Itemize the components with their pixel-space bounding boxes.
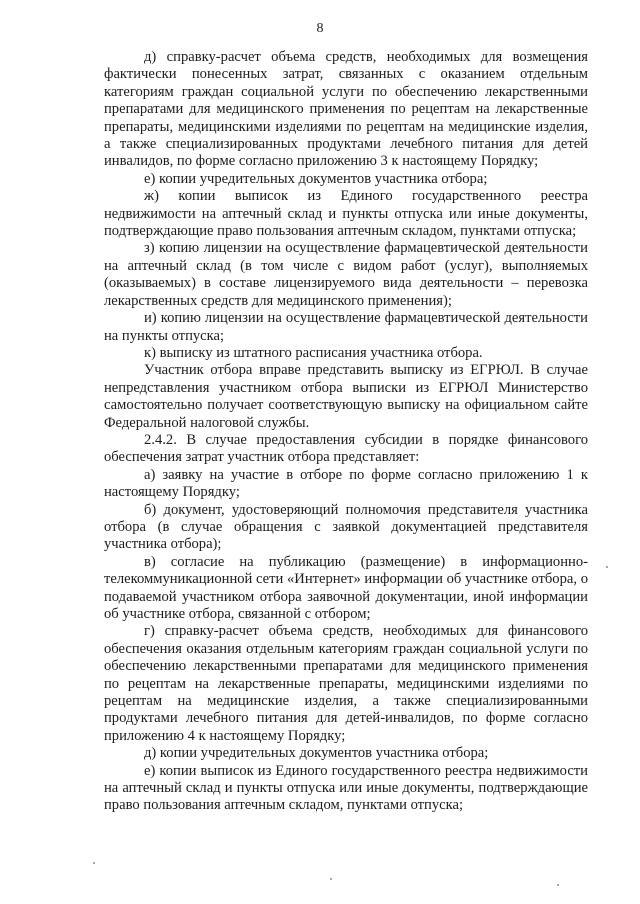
document-body bbox=[104, 49, 588, 815]
paragraph-item-zh-real-estate-extracts: ж) копии выписок из Единого государственного реестра недвижимости на аптечный склад и пункты отпуска или иные документы, подтверждающие право пользования аптечным складом, пунктами отпуска; bbox=[104, 188, 588, 240]
paragraph-item-z-warehouse-license: з) копию лицензии на осуществление фармацевтической деятельности на аптечный склад (в том числе с видом работ (услуг), выполняемых (оказываемых) в составе лицензируемого вида деятельности – перевозка лекарственных средств для медицинского применения); bbox=[104, 240, 588, 309]
paragraph-item-g-funding-calculation: г) справку-расчет объема средств, необходимых для финансового обеспечения оказания отдельным категориям граждан социальной услуги по обеспечению лекарственными препаратами для медицинского применения по рецептам на лекарственные препараты, медицинскими изделиями по рецептам на медицинские изделия, а также специализированными продуктами лечебного питания для детей-инвалидов, по форме согласно приложению 4 к настоящему Порядку; bbox=[104, 623, 588, 744]
paragraph-item-e-real-estate-extracts: е) копии выписок из Единого государственного реестра недвижимости на аптечный склад и пункты отпуска или иные документы, подтверждающие право пользования аптечным складом, пунктами отпуска; bbox=[104, 762, 588, 814]
page-number: 8 bbox=[316, 21, 324, 36]
paragraph-section-2-4-2: 2.4.2. В случае предоставления субсидии в порядке финансового обеспечения затрат участник отбора представляет: bbox=[104, 431, 588, 466]
scan-speck bbox=[606, 566, 608, 568]
paragraph-item-d-founding-documents: д) копии учредительных документов участника отбора; bbox=[144, 745, 489, 762]
paragraph-item-v-publication-consent: в) согласие на публикацию (размещение) в информационно-телекоммуникационной сети «Интернет» информации об участнике отбора, о подаваемой участником отбора заявочной документации, иной информации об участнике отбора, связанной с отбором; bbox=[104, 553, 588, 622]
paragraph-item-b-authority-document: б) документ, удостоверяющий полномочия представителя участника отбора (в случае обращения с заявкой документацией представителя участника отбора); bbox=[104, 501, 588, 553]
scan-speck bbox=[557, 884, 559, 886]
paragraph-item-d-expense-calculation: д) справку-расчет объема средств, необходимых для возмещения фактически понесенных затрат, связанных с оказанием отдельным категориям граждан социальной услуги по обеспечению лекарственными препаратами для медицинского применения по рецептам на лекарственные препараты, медицинскими изделиями по рецептам на медицинские изделия, а также специализированных продуктами лечебного питания для детей инвалидов, по форме согласно приложению 3 к настоящему Порядку; bbox=[104, 49, 588, 170]
scan-speck bbox=[330, 878, 332, 880]
paragraph-item-i-dispensing-license: и) копию лицензии на осуществление фармацевтической деятельности на пункты отпуска; bbox=[104, 310, 588, 344]
paragraph-item-k-staff-schedule: к) выписку из штатного расписания участника отбора. bbox=[144, 344, 483, 361]
scan-speck bbox=[93, 862, 95, 864]
paragraph-item-a-application: а) заявку на участие в отборе по форме согласно приложению 1 к настоящему Порядку; bbox=[104, 466, 588, 501]
paragraph-egrul-extract: Участник отбора вправе представить выписку из ЕГРЮЛ. В случае непредставления участником отбора выписки из ЕГРЮЛ Министерство самостоятельно получает соответствующую выписку на официальном сайте Федеральной налоговой службы. bbox=[104, 362, 588, 431]
paragraph-item-e-founding-documents: е) копии учредительных документов участника отбора; bbox=[144, 170, 488, 187]
